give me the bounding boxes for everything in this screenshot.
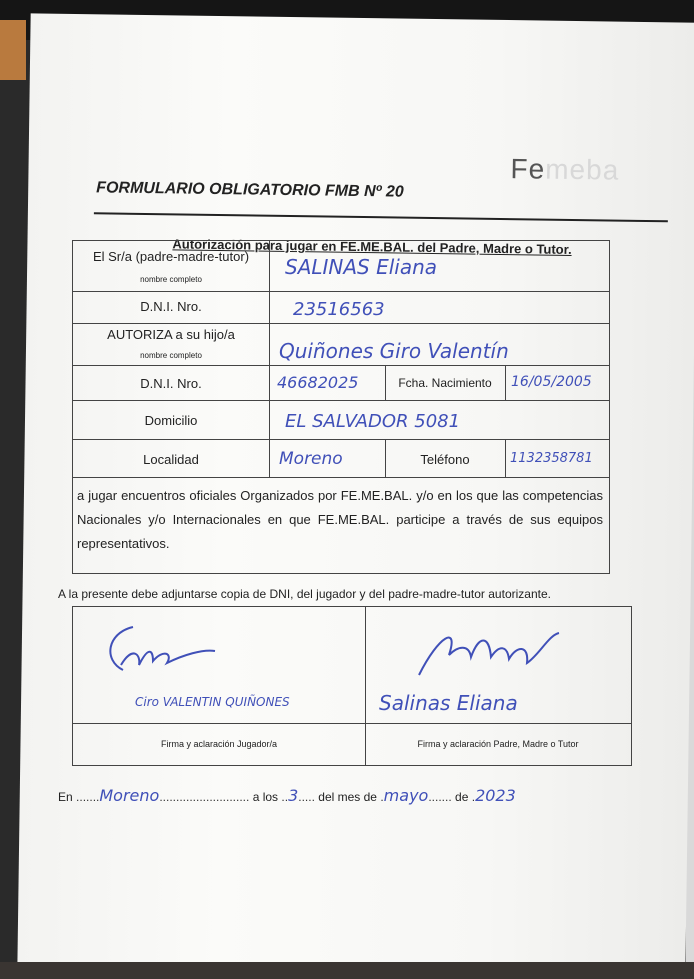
city-field[interactable]: Moreno (279, 449, 343, 469)
footer-prefix: En (58, 790, 73, 804)
month-field[interactable]: mayo (383, 786, 429, 805)
federation-logo: Femeba (510, 153, 620, 186)
player-signature (93, 615, 233, 685)
player-printed-name: Ciro VALENTIN QUIÑONES (135, 695, 290, 709)
phone-label: Teléfono (420, 452, 470, 467)
phone-field[interactable]: 1132358781 (510, 451, 593, 466)
guardian-signature (399, 615, 569, 685)
year-field[interactable]: 2023 (475, 786, 516, 805)
year-prefix: de (455, 790, 469, 804)
city-label: Localidad (143, 452, 199, 467)
background-bottom (0, 962, 694, 979)
guardian-dni-field[interactable]: 23516563 (293, 299, 385, 320)
guardian-dni-label: D.N.I. Nro. (140, 299, 202, 314)
signature-table (72, 606, 632, 766)
guardian-signature-label: Firma y aclaración Padre, Madre o Tutor (417, 739, 579, 749)
background-wood (0, 20, 26, 80)
authorizes-label: AUTORIZA a su hijo/a (107, 327, 235, 342)
place-field[interactable]: Moreno (99, 786, 160, 805)
day-field[interactable]: 3 (288, 786, 299, 805)
child-sublabel: nombre completo (140, 351, 202, 360)
guardian-printed-name: Salinas Eliana (379, 691, 518, 715)
month-prefix: del mes de (318, 790, 377, 804)
address-field[interactable]: EL SALVADOR 5081 (285, 411, 461, 432)
form-subtitle: Autorización para jugar en FE.ME.BAL. del Padre, Madre o Tutor. (172, 236, 572, 257)
address-label: Domicilio (144, 413, 198, 428)
child-dni-label: D.N.I. Nro. (140, 376, 202, 391)
authorization-text: a jugar encuentros oficiales Organizados por FE.ME.BAL. y/o en los que las competencias Nacionales y/o Internacionales en que FE.ME.BAL. participe a través de sus equipos representativos. (77, 488, 603, 551)
date-place-line: En .......Moreno........................... a los ..3..... del mes de .mayo....... de .2023 (58, 786, 516, 805)
child-name-field[interactable]: Quiñones Giro Valentín (279, 339, 509, 363)
form-title: FORMULARIO OBLIGATORIO FMB Nº 20 (96, 179, 404, 201)
title-divider (94, 212, 668, 222)
day-prefix: a los (252, 790, 279, 804)
guardian-label: El Sr/a (padre-madre-tutor) (92, 249, 250, 264)
guardian-name-field[interactable]: SALINAS Eliana (285, 255, 438, 279)
attachment-note: A la presente debe adjuntarse copia de DNI, del jugador y del padre-madre-tutor autorizante. (58, 587, 551, 601)
birth-date-field[interactable]: 16/05/2005 (511, 374, 592, 390)
authorization-table (72, 240, 610, 574)
player-signature-label: Firma y aclaración Jugador/a (160, 739, 278, 749)
child-dni-field[interactable]: 46682025 (277, 373, 359, 392)
birth-date-label: Fcha. Nacimiento (398, 376, 492, 390)
guardian-sublabel: nombre completo (140, 275, 202, 284)
